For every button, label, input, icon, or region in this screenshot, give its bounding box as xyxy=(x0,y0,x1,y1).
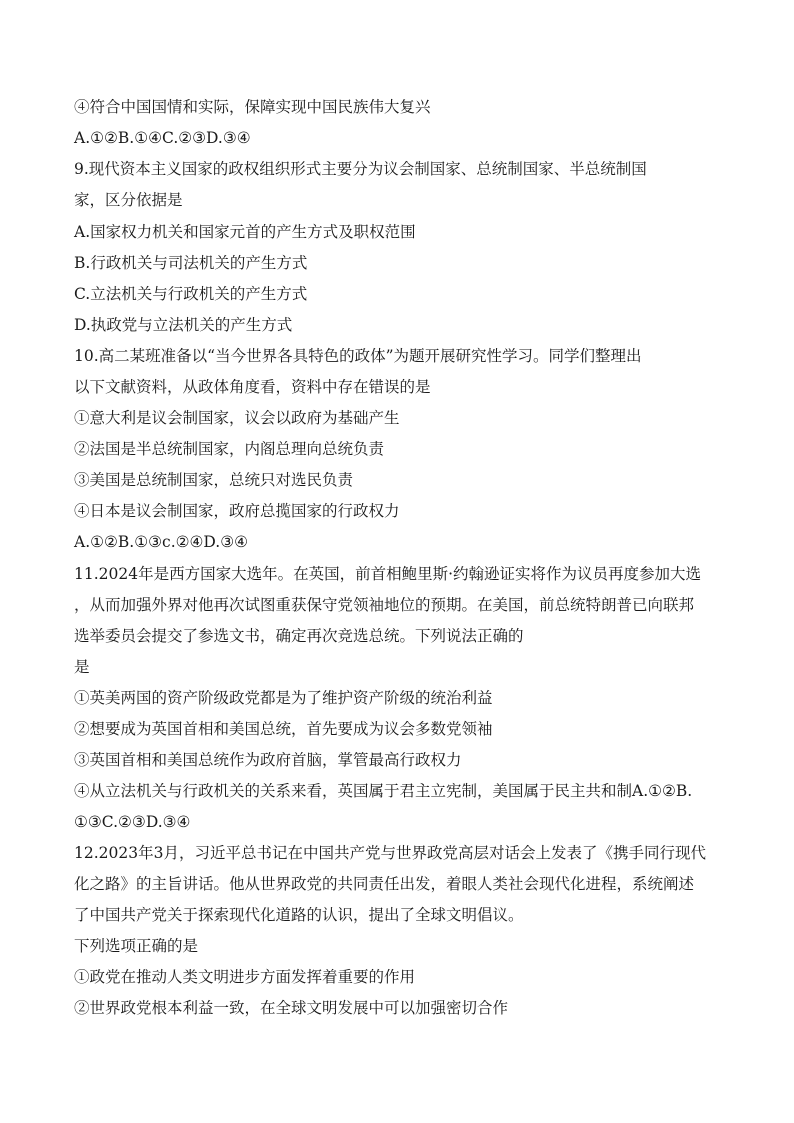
text-line-14: ④日本是议会制国家，政府总揽国家的行政权力 xyxy=(74,502,400,520)
text-line-29: ①政党在推动人类文明进步方面发挥着重要的作用 xyxy=(74,968,416,986)
text-line-28: 下列选项正确的是 xyxy=(74,937,199,955)
text-line-11: ①意大利是议会制国家，议会以政府为基础产生 xyxy=(74,409,400,427)
text-line-6: B.行政机关与司法机关的产生方式 xyxy=(74,254,308,272)
text-line-30: ②世界政党根本利益一致，在全球文明发展中可以加强密切合作 xyxy=(74,999,509,1017)
text-line-19: 是 xyxy=(74,658,90,676)
text-line-2: A.①②B.①④C.②③D.③④ xyxy=(74,129,251,147)
text-line-18: 选举委员会提交了参选文书，确定再次竞选总统。下列说法正确的 xyxy=(74,627,524,645)
text-line-21: ②想要成为英国首相和美国总统，首先要成为议会多数党领袖 xyxy=(74,720,493,738)
text-line-8: D.执政党与立法机关的产生方式 xyxy=(74,316,293,334)
text-line-13: ③美国是总统制国家，总统只对选民负责 xyxy=(74,471,354,489)
text-line-20: ①英美两国的资产阶级政党都是为了维护资产阶级的统治利益 xyxy=(74,689,493,707)
text-line-7: C.立法机关与行政机关的产生方式 xyxy=(74,285,308,303)
text-line-4: 家，区分依据是 xyxy=(74,191,183,209)
text-line-22: ③英国首相和美国总统作为政府首脑，掌管最高行政权力 xyxy=(74,751,462,769)
text-line-9: 10.高二某班准备以“当今世界各具特色的政体”为题开展研究性学习。同学们整理出 xyxy=(74,347,642,365)
text-line-25: 12.2023年3月，习近平总书记在中国共产党与世界政党高层对话会上发表了《携手同行现代 xyxy=(74,844,706,862)
text-line-5: A.国家权力机关和国家元首的产生方式及职权范围 xyxy=(74,223,416,241)
text-line-16: 11.2024年是西方国家大选年。在英国，前首相鲍里斯·约翰逊证实将作为议员再度参加大选 xyxy=(74,565,702,583)
text-line-15: A.①②B.①③c.②④D.③④ xyxy=(74,533,249,551)
text-line-3: 9.现代资本主义国家的政权组织形式主要分为议会制国家、总统制国家、半总统制国 xyxy=(74,160,647,178)
text-line-24: ①③C.②③D.③④ xyxy=(74,813,191,831)
text-line-17: ，从而加强外界对他再次试图重获保守党领袖地位的预期。在美国，前总统特朗普已向联邦 xyxy=(74,596,695,614)
text-line-26: 化之路》的主旨讲话。他从世界政党的共同责任出发，着眼人类社会现代化进程，系统阐述 xyxy=(74,875,695,893)
text-line-23: ④从立法机关与行政机关的关系来看，英国属于君主立宪制，美国属于民主共和制A.①②B. xyxy=(74,782,693,800)
text-line-10: 以下文献资料，从政体角度看，资料中存在错误的是 xyxy=(74,378,431,396)
text-line-12: ②法国是半总统制国家，内阁总理向总统负责 xyxy=(74,440,385,458)
text-line-1: ④符合中国国情和实际，保障实现中国民族伟大复兴 xyxy=(74,98,431,116)
text-line-27: 了中国共产党关于探索现代化道路的认识，提出了全球文明倡议。 xyxy=(74,906,524,924)
